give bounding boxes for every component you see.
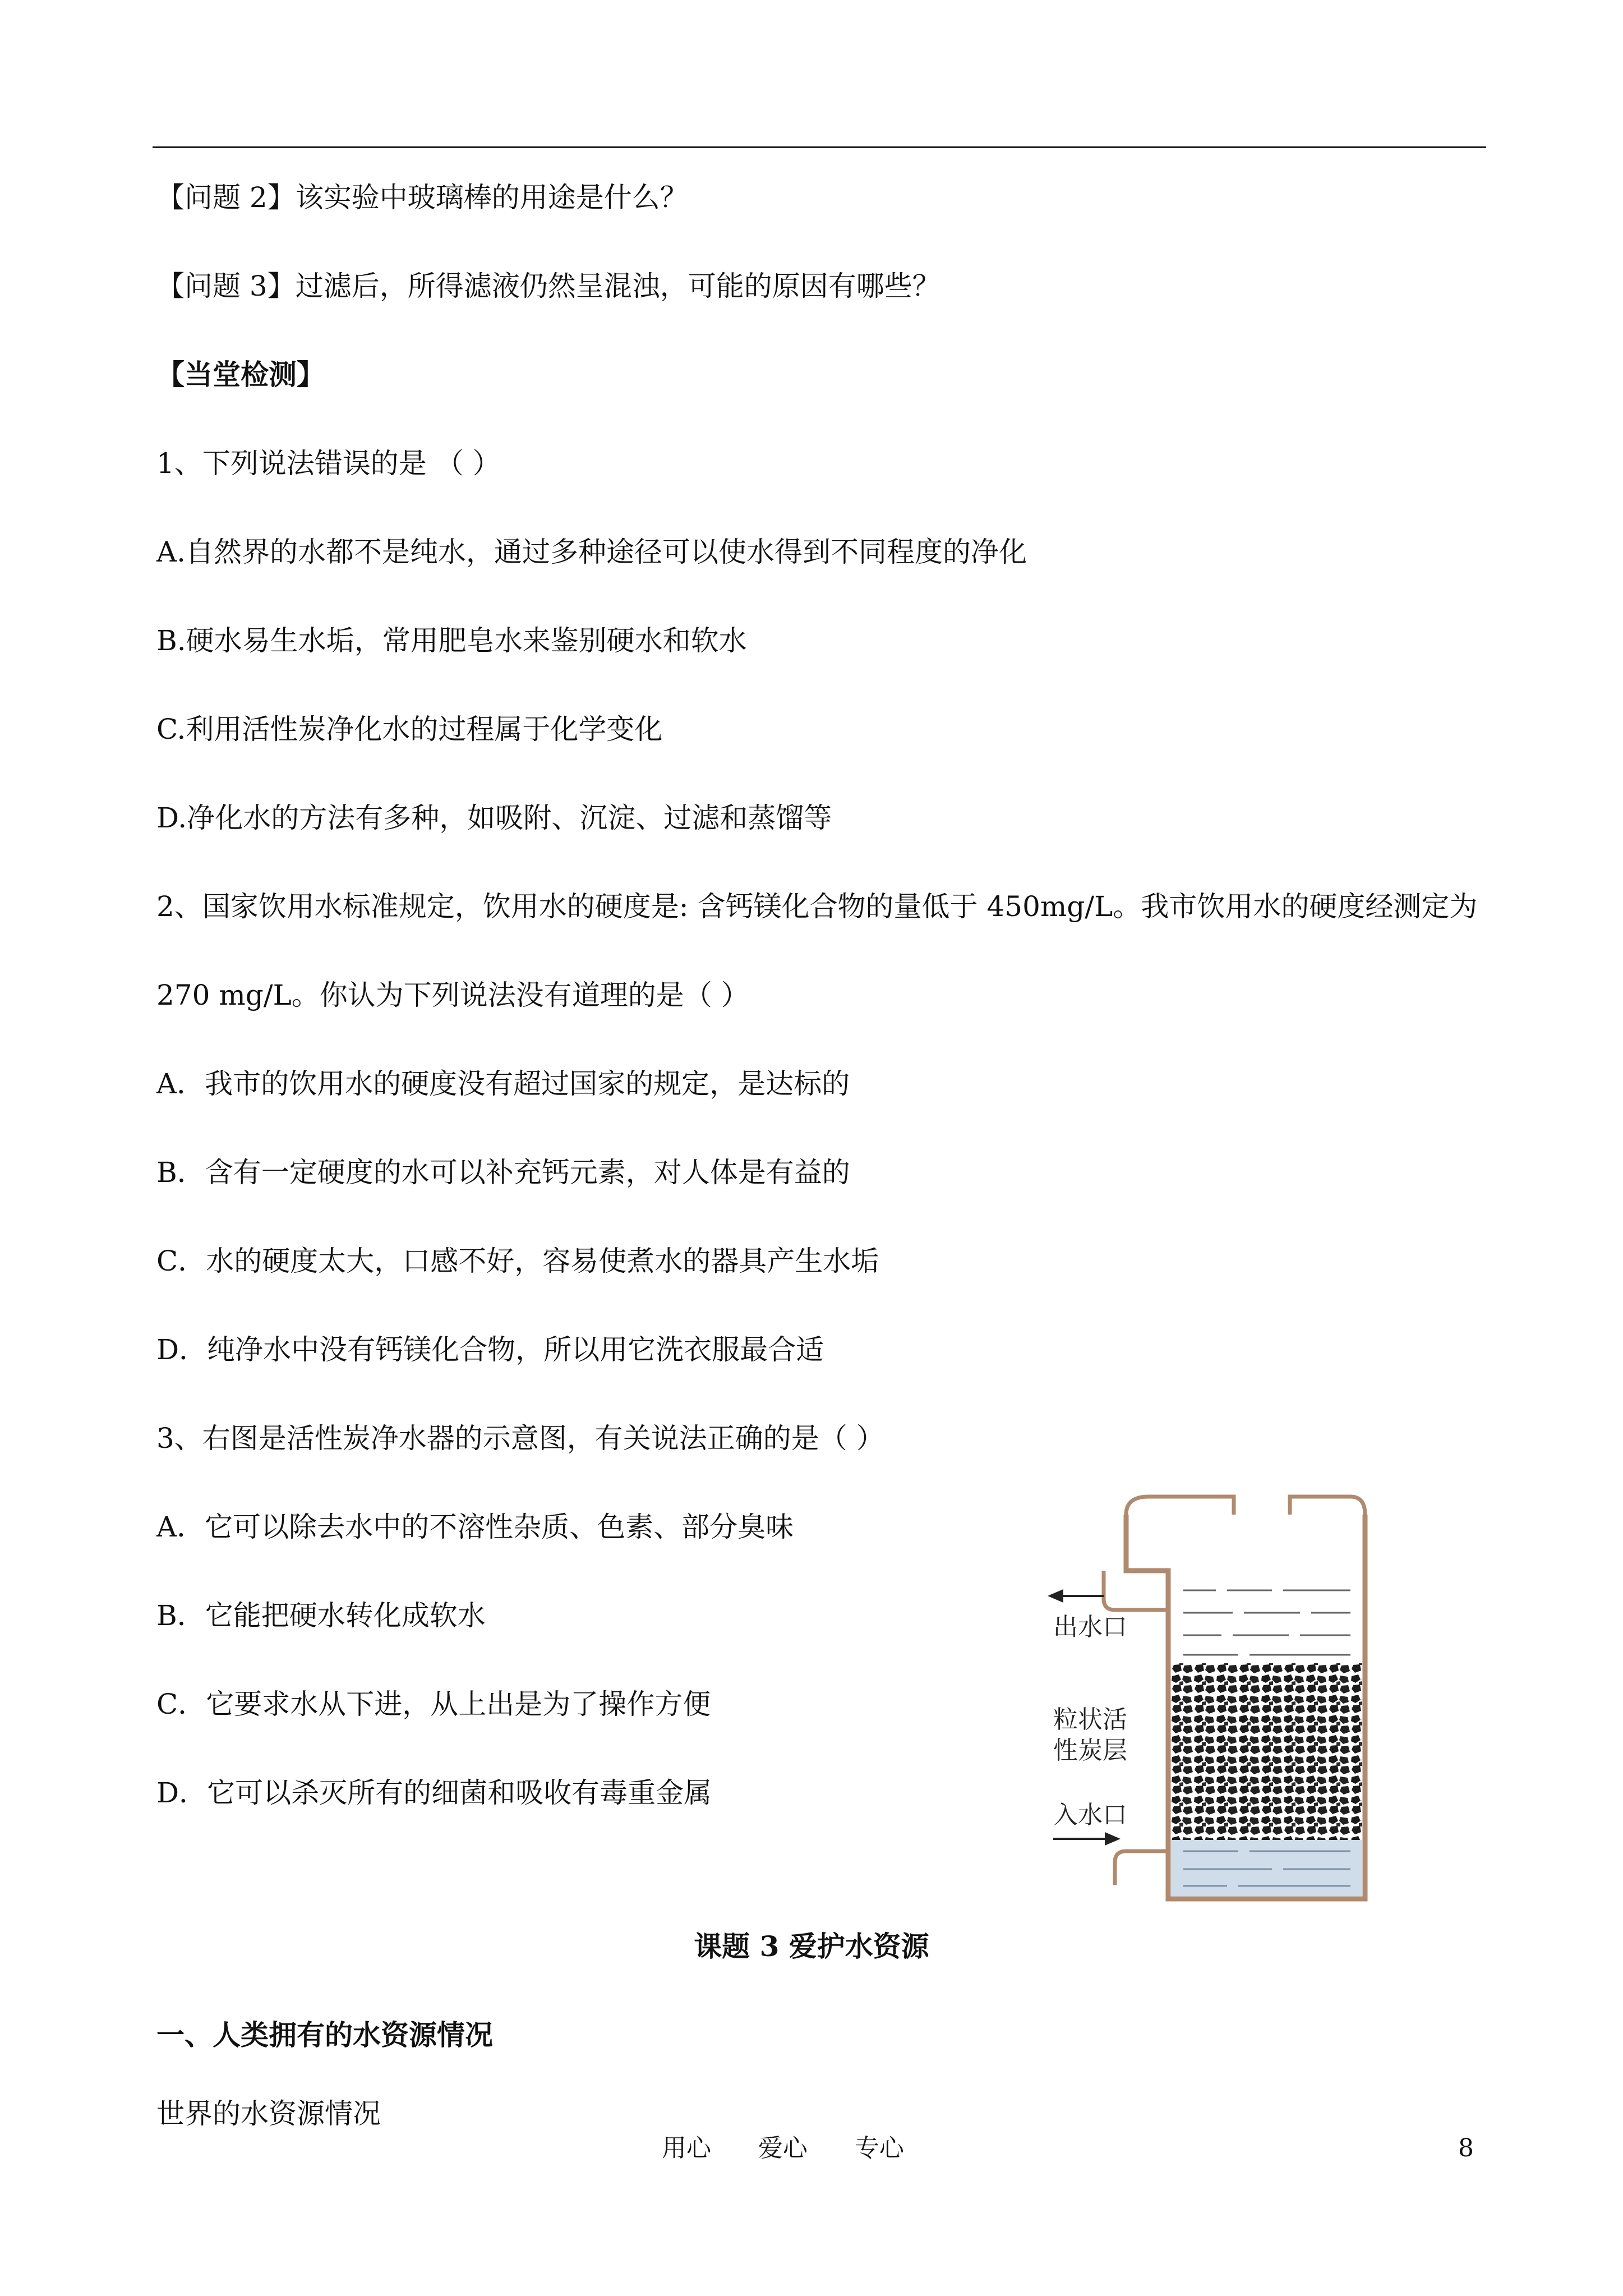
item-3-option-d: D．它可以杀灭所有的细菌和吸收有毒重金属 <box>156 1777 712 1809</box>
item-3-option-c: C．它要求水从下进，从上出是为了操作方便 <box>156 1688 711 1720</box>
item-2-option-d: D．纯净水中没有钙镁化合物，所以用它洗衣服最合适 <box>156 1333 824 1366</box>
item-2-stem-cont: 270 mg/L。你认为下列说法没有道理的是（ ） <box>156 979 749 1011</box>
lesson-title: 课题 3 爱护水资源 <box>694 1930 929 1963</box>
item-1-option-a: A.自然界的水都不是纯水，通过多种途径可以使水得到不同程度的净化 <box>156 536 1027 568</box>
item-3-option-b: B．它能把硬水转化成软水 <box>156 1599 486 1632</box>
carbon-layer-label-2: 性炭层 <box>1053 1736 1127 1765</box>
outlet-arrow-icon <box>1048 1589 1063 1603</box>
item-1-option-b: B.硬水易生水垢，常用肥皂水来鉴别硬水和软水 <box>156 624 747 657</box>
world-water-resources: 世界的水资源情况 <box>156 2097 381 2130</box>
carbon-layer-label-1: 粒状活 <box>1053 1705 1127 1734</box>
item-1-option-d: D.净化水的方法有多种，如吸附、沉淀、过滤和蒸馏等 <box>156 802 832 834</box>
inlet-label: 入水口 <box>1053 1801 1127 1829</box>
water-purifier-figure <box>1036 1492 1418 1902</box>
inlet-water <box>1171 1840 1362 1896</box>
page-number: 8 <box>1458 2134 1474 2162</box>
item-2-option-b: B．含有一定硬度的水可以补充钙元素，对人体是有益的 <box>156 1156 850 1189</box>
outlet-label: 出水口 <box>1053 1613 1127 1641</box>
carbon-layer <box>1171 1663 1362 1840</box>
section-heading: 【当堂检测】 <box>156 358 325 391</box>
item-2-option-c: C．水的硬度太大，口感不好，容易使煮水的器具产生水垢 <box>156 1245 879 1277</box>
item-1-option-c: C.利用活性炭净化水的过程属于化学变化 <box>156 713 663 746</box>
item-3-stem: 3、右图是活性炭净水器的示意图，有关说法正确的是（ ） <box>156 1422 884 1455</box>
question-3: 【问题 3】过滤后，所得滤液仍然呈混浊，可能的原因有哪些？ <box>156 270 940 302</box>
footer-motto: 用心 爱心 专心 <box>662 2134 904 2162</box>
page-footer <box>0 2132 1623 2165</box>
item-2-stem: 2、国家饮用水标准规定，饮用水的硬度是: 含钙镁化合物的量低于 450mg/L。我市饮用水的硬度经测定为 <box>156 890 1478 923</box>
question-2: 【问题 2】该实验中玻璃棒的用途是什么？ <box>156 181 688 214</box>
water-purifier-diagram <box>1036 1492 1418 1902</box>
item-2-option-a: A．我市的饮用水的硬度没有超过国家的规定，是达标的 <box>156 1068 850 1100</box>
inlet-arrow-icon <box>1105 1832 1121 1846</box>
item-1-stem: 1、下列说法错误的是 （ ） <box>156 447 501 480</box>
heading-water-resources: 一、人类拥有的水资源情况 <box>156 2018 493 2051</box>
item-3-option-a: A．它可以除去水中的不溶性杂质、色素、部分臭味 <box>156 1511 794 1543</box>
header-rule <box>153 146 1486 148</box>
